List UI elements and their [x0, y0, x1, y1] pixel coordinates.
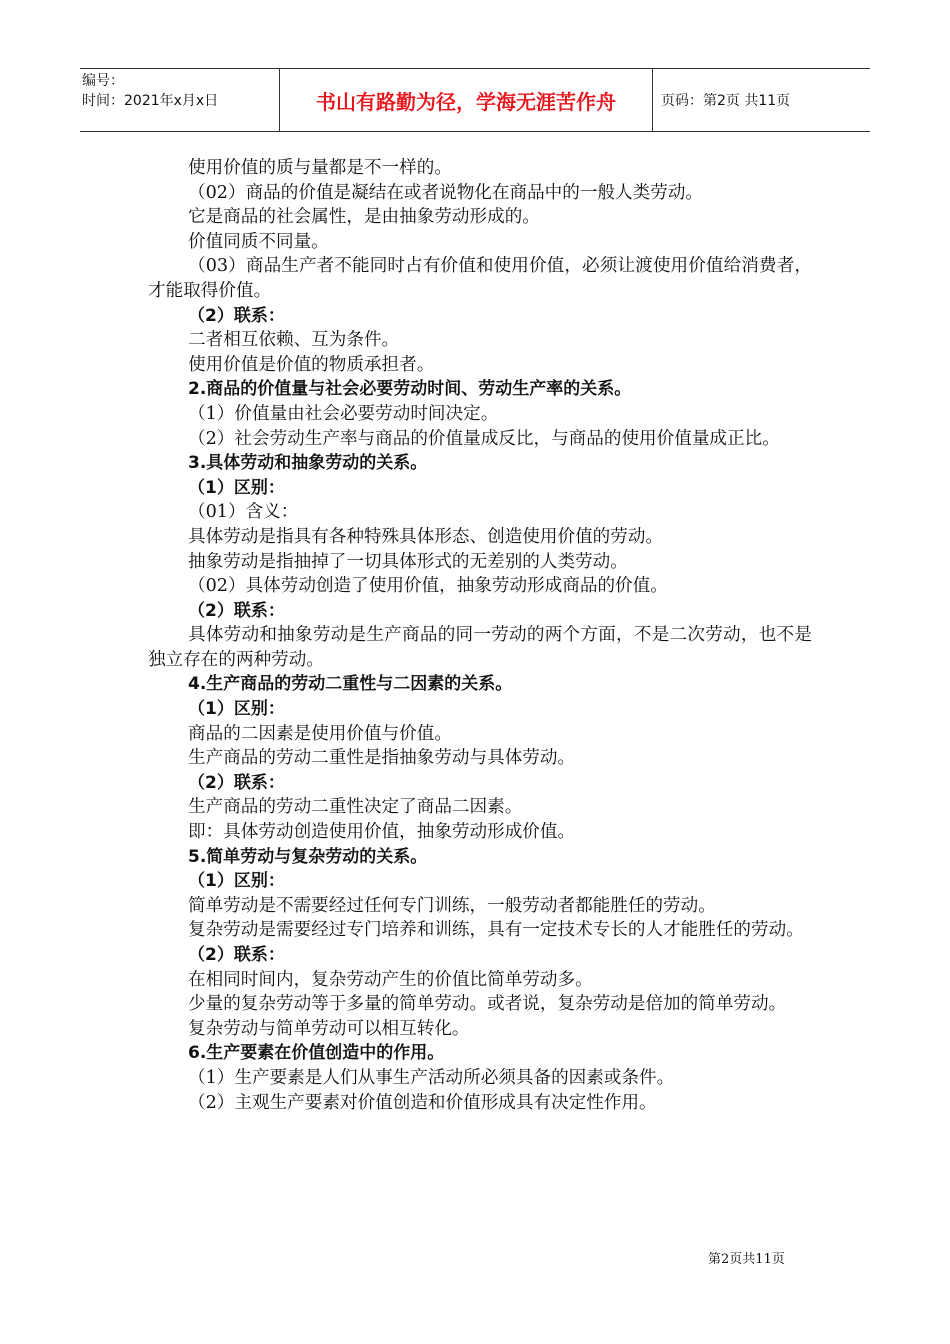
doc-date-label: 时间：2021年x月x日 — [82, 93, 219, 109]
body-paragraph: 商品的二因素是使用价值与价值。 — [188, 723, 452, 744]
body-paragraph: （02）具体劳动创造了使用价值，抽象劳动形成商品的价值。 — [188, 576, 668, 597]
section-heading: 4.生产商品的劳动二重性与二因素的关系。 — [188, 674, 513, 695]
section-heading: 3.具体劳动和抽象劳动的关系。 — [188, 453, 428, 474]
body-paragraph: 在相同时间内，复杂劳动产生的价值比简单劳动多。 — [188, 969, 593, 990]
header-page-number: 页码：第2页 共11页 — [661, 93, 791, 109]
section-heading: （2）联系： — [188, 945, 285, 965]
header-motto: 书山有路勤为径，学海无涯苦作舟 — [280, 69, 653, 131]
section-heading: （1）区别： — [188, 477, 285, 498]
header-meta — [80, 69, 280, 131]
section-heading: （2）联系： — [188, 600, 285, 621]
section-heading: 5.简单劳动与复杂劳动的关系。 — [188, 846, 428, 867]
body-paragraph: 价值同质不同量。 — [188, 231, 329, 252]
body-paragraph: （2）主观生产要素对价值创造和价值形成具有决定性作用。 — [188, 1092, 657, 1113]
body-paragraph: 即：具体劳动创造使用价值，抽象劳动形成价值。 — [188, 822, 576, 843]
footer-page-number: 第2页共11页 — [708, 1252, 785, 1267]
body-paragraph: 生产商品的劳动二重性是指抽象劳动与具体劳动。 — [188, 748, 576, 769]
body-paragraph: 使用价值是价值的物质承担者。 — [188, 354, 435, 375]
doc-number-label: 编号： — [82, 73, 124, 89]
body-paragraph: 生产商品的劳动二重性决定了商品二因素。 — [188, 797, 523, 818]
body-paragraph: 它是商品的社会属性，是由抽象劳动形成的。 — [188, 207, 540, 228]
section-heading: （2）联系： — [188, 305, 285, 326]
body-paragraph: 抽象劳动是指抽掉了一切具体形式的无差别的人类劳动。 — [188, 551, 628, 572]
document-body — [148, 156, 812, 1115]
section-heading: （1）区别： — [188, 699, 285, 720]
body-paragraph: （03）商品生产者不能同时占有价值和使用价值，必须让渡使用价值给消费者，才能取得价值。 — [148, 256, 812, 301]
page-header — [80, 68, 870, 132]
body-paragraph: （2）社会劳动生产率与商品的价值量成反比，与商品的使用价值量成正比。 — [188, 428, 780, 449]
body-paragraph: 简单劳动是不需要经过任何专门训练，一般劳动者都能胜任的劳动。 — [188, 895, 716, 916]
body-paragraph: 具体劳动和抽象劳动是生产商品的同一劳动的两个方面，不是二次劳动，也不是独立存在的两种劳动。 — [148, 625, 812, 670]
body-paragraph: 具体劳动是指具有各种特殊具体形态、创造使用价值的劳动。 — [188, 526, 664, 547]
body-paragraph: 少量的复杂劳动等于多量的简单劳动。或者说，复杂劳动是倍加的简单劳动。 — [188, 994, 787, 1015]
body-paragraph: 复杂劳动与简单劳动可以相互转化。 — [188, 1018, 470, 1039]
body-paragraph: 复杂劳动是需要经过专门培养和训练，具有一定技术专长的人才能胜任的劳动。 — [188, 920, 804, 941]
section-heading: 6.生产要素在价值创造中的作用。 — [188, 1043, 445, 1064]
body-paragraph: 二者相互依赖、互为条件。 — [188, 330, 400, 351]
body-paragraph: （1）生产要素是人们从事生产活动所必须具备的因素或条件。 — [188, 1067, 675, 1088]
section-heading: 2.商品的价值量与社会必要劳动时间、劳动生产率的关系。 — [188, 379, 632, 400]
section-heading: （2）联系： — [188, 772, 285, 793]
section-heading: （1）区别： — [188, 871, 285, 892]
body-paragraph: （1）价值量由社会必要劳动时间决定。 — [188, 403, 499, 424]
body-paragraph: （02）商品的价值是凝结在或者说物化在商品中的一般人类劳动。 — [188, 182, 704, 203]
body-paragraph: 使用价值的质与量都是不一样的。 — [188, 158, 452, 178]
body-paragraph: （01）含义： — [188, 502, 299, 523]
